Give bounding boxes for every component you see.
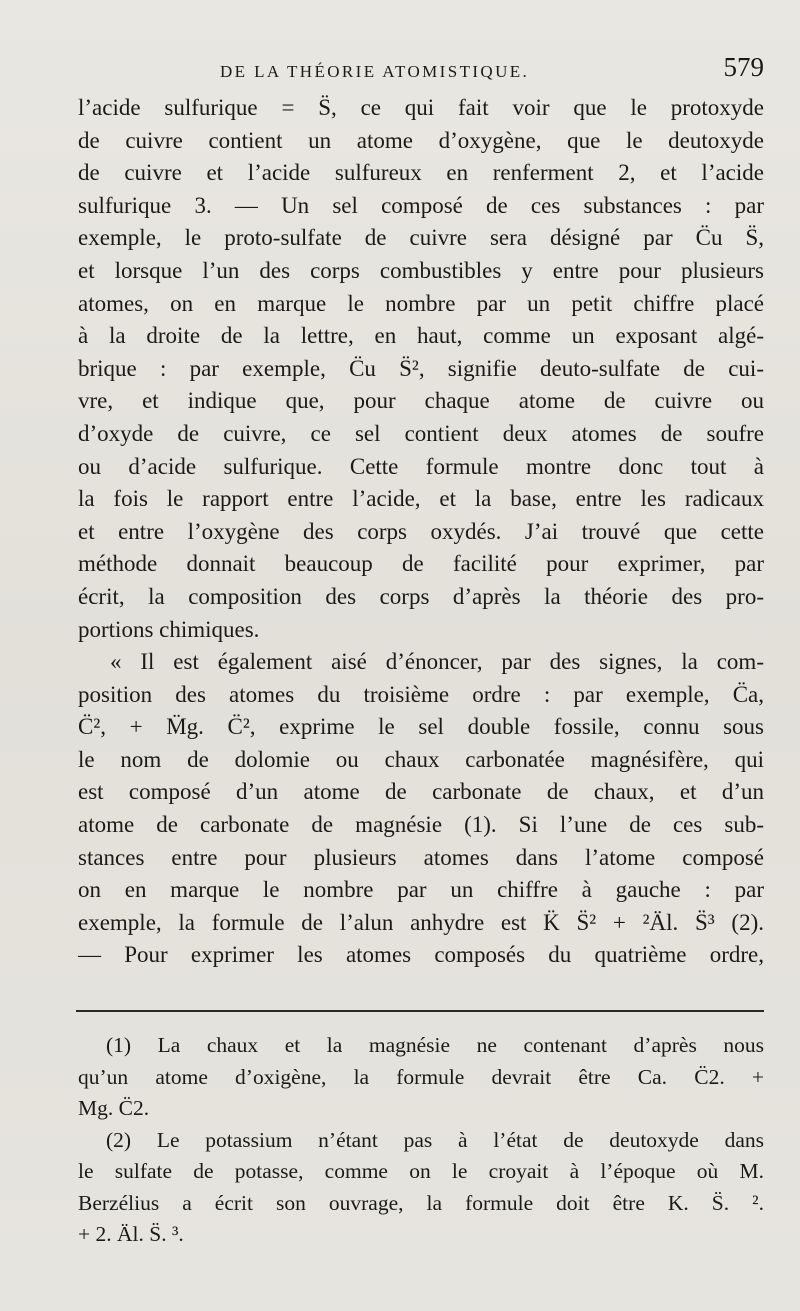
text-line: portions chimiques. bbox=[78, 616, 260, 642]
footnote-line: le sulfate de potasse, comme on le croyait à l’époque où M. bbox=[78, 1159, 764, 1183]
text-line: à la droite de la lettre, en haut, comme un exposant algé- bbox=[78, 323, 764, 349]
page-header bbox=[78, 52, 764, 92]
footnote-line: Berzélius a écrit son ouvrage, la formule doit être K. S̈. ². bbox=[78, 1190, 764, 1215]
text-line: et lorsque l’un des corps combustibles y entre pour plusieurs bbox=[78, 257, 764, 283]
text-line: on en marque le nombre par un chiffre à gauche : par bbox=[78, 877, 764, 903]
text-line: stances entre pour plusieurs atomes dans l’atome composé bbox=[78, 844, 764, 870]
footnote-line: (1) La chaux et la magnésie ne contenant d’après nous bbox=[106, 1033, 764, 1057]
text-line: de cuivre et l’acide sulfureux en renferment 2, et l’acide bbox=[78, 160, 764, 186]
running-title: DE LA THÉORIE ATOMISTIQUE. bbox=[220, 62, 530, 81]
text-line: vre, et indique que, pour chaque atome de cuivre ou bbox=[78, 388, 764, 414]
text-line: exemple, la formule de l’alun anhydre est K̈ S̈² + ²Äl. S̈³ (2). bbox=[78, 909, 764, 935]
page-number: 579 bbox=[723, 52, 764, 82]
text-line: de cuivre contient un atome d’oxygène, que le deutoxyde bbox=[78, 127, 764, 153]
text-line: atomes, on en marque le nombre par un petit chiffre placé bbox=[78, 290, 764, 316]
footnote-line: Mg. C̈2. bbox=[78, 1096, 150, 1120]
text-line: ou d’acide sulfurique. Cette formule montre donc tout à bbox=[78, 453, 764, 479]
footnotes bbox=[78, 1030, 764, 1251]
main-text bbox=[78, 92, 764, 972]
text-line: position des atomes du troisième ordre : par exemple, C̈a, bbox=[78, 681, 764, 707]
text-line: le nom de dolomie ou chaux carbonatée magnésifère, qui bbox=[78, 746, 764, 772]
text-line: sulfurique 3. — Un sel composé de ces substances : par bbox=[78, 192, 764, 218]
text-line: brique : par exemple, C̈u S̈², signifie deuto-sulfate de cui- bbox=[78, 355, 764, 381]
text-line: d’oxyde de cuivre, ce sel contient deux atomes de soufre bbox=[78, 420, 764, 446]
text-line: — Pour exprimer les atomes composés du quatrième ordre, bbox=[78, 942, 764, 968]
text-line: écrit, la composition des corps d’après la théorie des pro- bbox=[78, 583, 764, 609]
text-line: C̈², + M̈g. C̈², exprime le sel double fossile, connu sous bbox=[78, 714, 764, 740]
text-line: exemple, le proto-sulfate de cuivre sera désigné par C̈u S̈, bbox=[78, 225, 764, 251]
text-line: la fois le rapport entre l’acide, et la base, entre les radicaux bbox=[78, 486, 764, 512]
text-line: atome de carbonate de magnésie (1). Si l’une de ces sub- bbox=[78, 812, 764, 838]
footnote-rule bbox=[76, 1010, 764, 1012]
footnote-line: + 2. Äl. S̈. ³. bbox=[78, 1222, 184, 1246]
text-line: et entre l’oxygène des corps oxydés. J’ai trouvé que cette bbox=[78, 518, 764, 544]
text-line: est composé d’un atome de carbonate de chaux, et d’un bbox=[78, 779, 764, 805]
text-line: méthode donnait beaucoup de facilité pour exprimer, par bbox=[78, 551, 764, 577]
text-line: l’acide sulfurique = S̈, ce qui fait voir que le protoxyde bbox=[78, 95, 764, 120]
footnote-line: (2) Le potassium n’étant pas à l’état de deutoxyde dans bbox=[106, 1127, 764, 1152]
text-line: « Il est également aisé d’énoncer, par des signes, la com- bbox=[110, 649, 764, 675]
footnote-line: qu’un atome d’oxigène, la formule devrait être Ca. C̈2. + bbox=[78, 1064, 764, 1089]
